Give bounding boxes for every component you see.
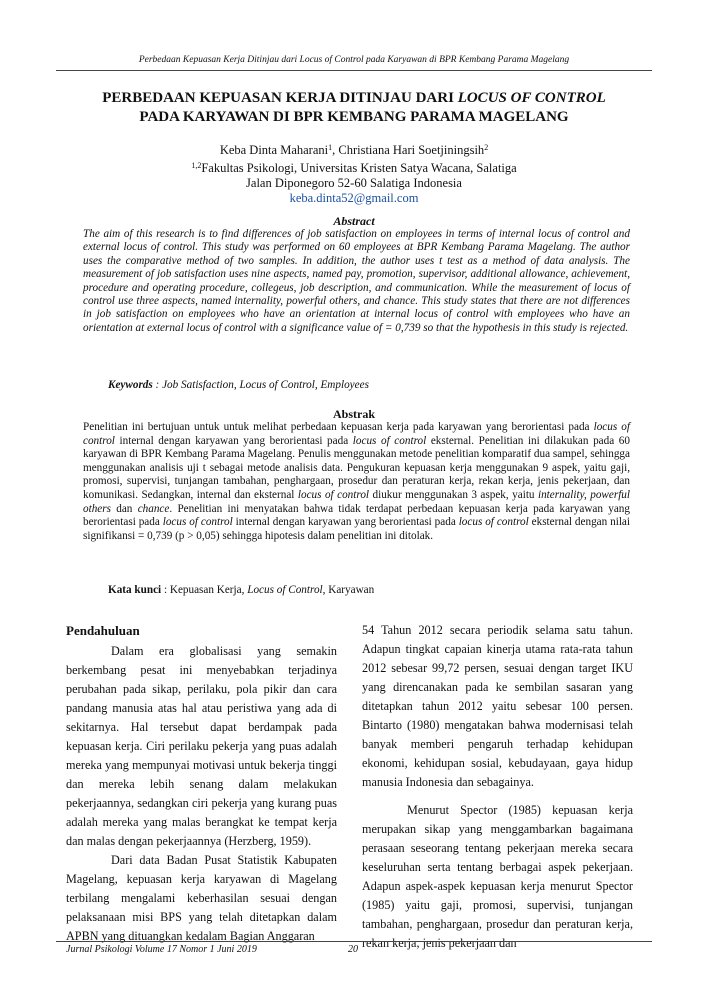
keywords-id-term: Locus of Control [247,584,323,596]
abstract-en-text: The aim of this research is to find differences of job satisfaction on employees in terms of internal locus of control and external locus of control. This study was performed on 60 employees at BPR Kembang Parama Magelang. The author uses the comparative method of two samples. In addition, the author uses t test as a method of data analysis. The measurement of job satisfaction uses nine aspects, named pay, promotion, supervisor, additional allowance, achievement, procedure and operating procedure, collegeus, job description, and communication. While the measurement of locus of control use three aspects, named internality, powerful others, and chance. This study states that there are not differences in job satisfaction on employees who have an orientation at internal locus of control with employees who have an orientation at external locus of control with a significance value of = 0,739 so that the hypothesis in this study is rejected. [83,228,630,334]
keywords-id-values-end: , Karyawan [322,584,375,596]
author-sup-1: 1 [328,143,333,152]
body-paragraph: Menurut Spector (1985) kepuasan kerja merupakan sikap yang menggambarkan bagaimana perasaan seseorang tentang pekerjaan mereka secara keseluruhan serta tentang berbagai aspek pekerjaan. Adapun aspek-aspek kepuasan kerja menurut Spector (1985) yaitu gaji, promosi, supervisi, tunjangan tambahan, penghargaan, prosedur dan peraturan kerja, rekan kerja, jenis pekerjaan dan [362,803,633,950]
abstrak-term: chance [137,502,170,515]
author-sup-2: 2 [484,143,489,152]
footer-divider [56,941,652,942]
body-paragraph: 54 Tahun 2012 secara periodik selama satu tahun. Adapun tingkat capaian kinerja utama rata-rata tahun 2012 sebesar 99,72 persen, sesuai dengan target IKU yang direncanakan pada ke sembilan sasaran yang ditetapkan tahun 2012 yaitu sebesar 100 persen. Bintarto (1980) mengatakan bahwa modernisasi telah banyak memberi pengaruh terhadap kehidupan ekonomi, kehidupan sosial, kebudayaan, gaya hidup manusia Indonesia dan sebagainya. [362,623,633,789]
abstrak-term: locus of control [297,488,370,501]
keywords-en-values: : Job Satisfaction, Locus of Control, Employees [152,379,369,391]
body-column-left [66,621,337,946]
body-paragraph: Dari data Badan Pusat Statistik Kabupaten Magelang, kepuasan kerja karyawan di Magelang terbilang mengalami keberhasilan sesuai dengan pelaksanaan misi BPS yang telah ditetapkan dalam APBN yang dituangkan kedalam Bagian Anggaran [66,853,337,943]
keywords-id-values: : Kepuasan Kerja, [161,584,248,596]
author-email-link[interactable]: keba.dinta52@gmail.com [289,191,419,205]
abstract-id-heading: Abstrak [332,407,375,421]
paper-title [56,89,652,127]
abstrak-term: locus of control [352,434,427,447]
keywords-en [108,379,628,391]
author-name-2: Christiana Hari Soetjiningsih [338,143,485,157]
header-divider [56,70,652,71]
running-header: Perbedaan Kepuasan Kerja Ditinjau dari Locus of Control pada Karyawan di BPR Kembang Parama Magelang [138,55,570,65]
footer-journal: Jurnal Psikologi Volume 17 Nomor 1 Juni 2019 [66,944,257,955]
affiliation: Fakultas Psikologi, Universitas Kristen Satya Wacana, Salatiga [201,161,517,175]
abstrak-term: locus of control [458,516,529,529]
title-italic-term: LOCUS OF CONTROL [457,90,606,106]
body-column-right [362,621,633,953]
abstract-id-text [83,421,630,543]
abstrak-term: locus of control [162,516,233,529]
section-heading: Pendahuluan [66,623,140,638]
keywords-en-label: Keywords [108,379,153,391]
keywords-id-label: Kata kunci [108,584,162,596]
affiliation-sup: 1,2 [191,161,202,170]
abstrak-term: locus of control [83,421,630,447]
abstrak-seg: Penelitian ini bertujuan untuk untuk melihat perbedaan kepuasan kerja pada karyawan yang berorientasi pada [83,421,594,433]
author-block [56,140,652,206]
body-paragraph: Dalam era globalisasi yang semakin berkembang pesat ini menyebabkan terjadinya perubahan pada sikap, perilaku, pola pikir dan cara pandang manusia atas hal atau peristiwa yang ada di sekitarnya. Hal tersebut dapat berdampak pada kepuasan kerja. Ciri perilaku pekerja yang puas adalah mereka yang mempunyai motivasi untuk bekerja tinggi dan mereka lebih senang dalam melakukan pekerjaannya, sedangkan ciri pekerja yang kurang puas adalah mereka yang malas berangkat ke tempat kerja dan malas dengan pekerjaannya (Herzberg, 1959). [66,644,337,848]
title-line1: PERBEDAAN KEPUASAN KERJA DITINJAU DARI [102,90,458,106]
abstrak-seg: eksternal dengan nilai signifikansi = 0,739 (p > 0,05) sehingga hipotesis dalam penelitian ini ditolak. [83,516,631,542]
abstrak-seg: internal dengan karyawan yang berorientasi pada [232,516,459,529]
author-name-1: Keba Dinta Maharani [219,143,329,157]
abstrak-term: internality, powerful others [83,488,631,515]
abstract-en-heading: Abstract [333,214,375,228]
title-line2: PADA KARYAWAN DI BPR KEMBANG PARAMA MAGELANG [139,109,569,125]
abstrak-seg: dan [110,502,138,515]
abstrak-seg: . Penelitian ini menyatakan bahwa tidak terdapat perbedaan kepuasan kerja pada karyawan yang berorientasi pada [83,502,630,529]
author-separator: , [332,143,339,157]
abstrak-seg: diukur menggunakan 3 aspek, yaitu [369,488,538,501]
keywords-id [108,584,628,596]
page-number: 20 [348,944,358,955]
address: Jalan Diponegoro 52-60 Salatiga Indonesia [246,176,462,190]
abstrak-seg: internal dengan karyawan yang berorientasi pada [114,434,353,447]
abstrak-seg: eksternal. Penelitian ini dilakukan pada 60 karyawan di BPR Kembang Parama Magelang. Penulis menggunakan metode penelitian komparatif dua sampel, sehingga menggunakan analisis uji t sebagai metode analisis data. Pengukuran kepuasan kerja menggunakan 9 aspek, yaitu gaji, promosi, supervisi, tunjangan tambahan, penghargaan, prosedur dan peraturan kerja, rekan kerja, jenis pekerjaan, dan komunikasi. Sedangkan, internal dan eksternal [83,434,630,501]
